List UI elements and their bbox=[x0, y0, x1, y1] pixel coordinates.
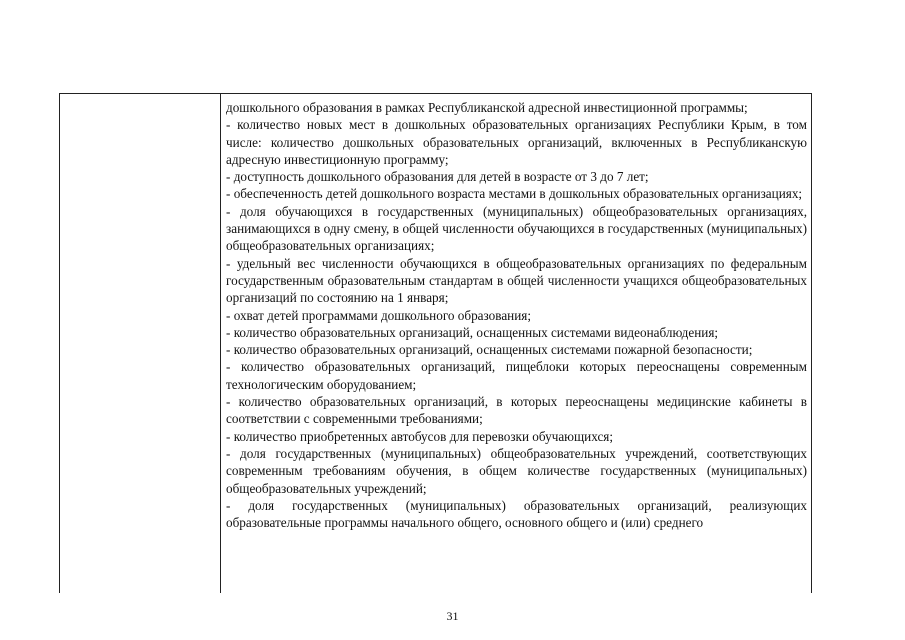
paragraph: - охват детей программами дошкольного образования; bbox=[226, 307, 532, 323]
page-number: 31 bbox=[446, 609, 459, 623]
paragraph: - количество образовательных организаций, пищеблоки которых переоснащены современным технологическим оборудованием; bbox=[226, 359, 807, 392]
paragraph: - количество образовательных организаций, оснащенных системами видеонаблюдения; bbox=[226, 324, 719, 340]
paragraph: - количество приобретенных автобусов для перевозки обучающихся; bbox=[226, 428, 614, 444]
paragraph: - количество образовательных организаций, оснащенных системами пожарной безопасности; bbox=[226, 342, 753, 358]
paragraph: - обеспеченность детей дошкольного возраста местами в дошкольных образовательных организациях; bbox=[226, 186, 803, 202]
column-divider bbox=[220, 94, 221, 593]
table-content-cell bbox=[226, 99, 807, 531]
paragraph: - доступность дошкольного образования для детей в возрасте от 3 до 7 лет; bbox=[226, 169, 649, 185]
paragraph: - доля обучающихся в государственных (муниципальных) общеобразовательных организациях, занимающихся в одну смену, в общей численности обучающихся в государственных (муниципальных) общеобразовательных организациях; bbox=[226, 203, 807, 254]
paragraph: - удельный вес численности обучающихся в общеобразовательных организациях по федеральным государственным образовательным стандартам в общей численности учащихся общеобразовательных организаций по состоянию на 1 января; bbox=[226, 255, 807, 306]
content-table bbox=[59, 93, 812, 593]
paragraph: - доля государственных (муниципальных) общеобразовательных учреждений, соответствующих современным требованиям обучения, в общем количестве государственных (муниципальных) общеобразовательных учреждений; bbox=[226, 445, 807, 496]
paragraph: дошкольного образования в рамках Республиканской адресной инвестиционной программы; bbox=[226, 100, 748, 115]
paragraph: - доля государственных (муниципальных) образовательных организаций, реализующих образовательные программы начального общего, основного общего и (или) среднего bbox=[226, 497, 807, 531]
paragraph: - количество образовательных организаций, в которых переоснащены медицинские кабинеты в соответствии с современными требованиями; bbox=[226, 394, 807, 427]
paragraph: - количество новых мест в дошкольных образовательных организациях Республики Крым, в том числе: количество дошкольных образовательных организаций, включенных в Республиканскую адресную инвестиционную программу; bbox=[226, 117, 807, 167]
